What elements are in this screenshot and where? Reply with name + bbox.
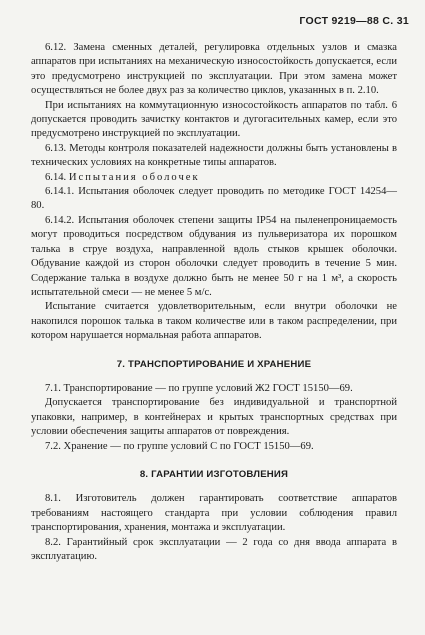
paragraph-6-13: 6.13. Методы контроля показателей надежности должны быть установлены в технических условиях на конкретные типы аппаратов. (31, 142, 397, 169)
paragraph-7-2: 7.2. Хранение — по группе условий С по ГОСТ 15150—69. (45, 440, 314, 452)
paragraph-6-14-2: 6.14.2. Испытания оболочек степени защиты IP54 на пыленепроницаемость могут проводиться посредством обдувания из пульверизатора их порошком талька в струе воздуха, направленной вдоль стыков крышек оболочки. Обдувание каждой из сторон оболочки следует проводить в течение 5 мин. Содержание талька в воздухе должно быть не менее 50 г на 1 м³, а скорость испытательной смеси — не менее 5 м/с. (31, 214, 397, 298)
paragraph-7-1: 7.1. Транспортирование — по группе условий Ж2 ГОСТ 15150—69. (45, 382, 353, 394)
paragraph-wear-test: При испытаниях на коммутационную износостойкость аппаратов по табл. 6 допускается проводить зачистку контактов и дугогасительных камер, если это предусмотрено инструкцией по эксплуатации. (31, 99, 397, 140)
section-heading-8: 8. ГАРАНТИИ ИЗГОТОВЛЕНИЯ (139, 468, 289, 480)
section-heading-7: 7. ТРАНСПОРТИРОВАНИЕ И ХРАНЕНИЕ (116, 358, 312, 370)
paragraph-6-12: 6.12. Замена сменных деталей, регулировка отдельных узлов и смазка аппаратов при испытаниях на механическую износостойкость допускается, если это предусмотрено инструкцией по эксплуатации. При этом замена может осуществляться не более двух раз за количество циклов, указанных в п. 2.10. (31, 42, 397, 97)
paragraph-test-result: Испытание считается удовлетворительным, если внутри оболочки не накопился порошок талька в таком количестве или в таком распределении, при котором нарушается нормальная работа аппаратов. (31, 301, 397, 342)
running-header: ГОСТ 9219—88 С. 31 (299, 15, 409, 27)
paragraph-8-1: 8.1. Изготовитель должен гарантировать соответствие аппаратов требованиям настоящего стандарта при условии соблюдения правил транспортирования, хранения, монтажа и эксплуатации. (31, 493, 397, 534)
subheading-number: 6.14. (45, 171, 67, 183)
paragraph-8-2: 8.2. Гарантийный срок эксплуатации — 2 года со дня ввода аппарата в эксплуатацию. (31, 536, 397, 562)
paragraph-6-14-1: 6.14.1. Испытания оболочек следует проводить по методике ГОСТ 14254—80. (31, 186, 397, 212)
paragraph-transport-packaging: Допускается транспортирование без индивидуальной и транспортной упаковки, например, в контейнерах и крытых транспортных средствах при условии обеспечения защиты аппаратов от повреждения. (31, 397, 397, 438)
subheading-title: Испытания оболочек (68, 171, 200, 183)
subheading-6-14 (31, 171, 397, 185)
document-body (31, 41, 397, 564)
